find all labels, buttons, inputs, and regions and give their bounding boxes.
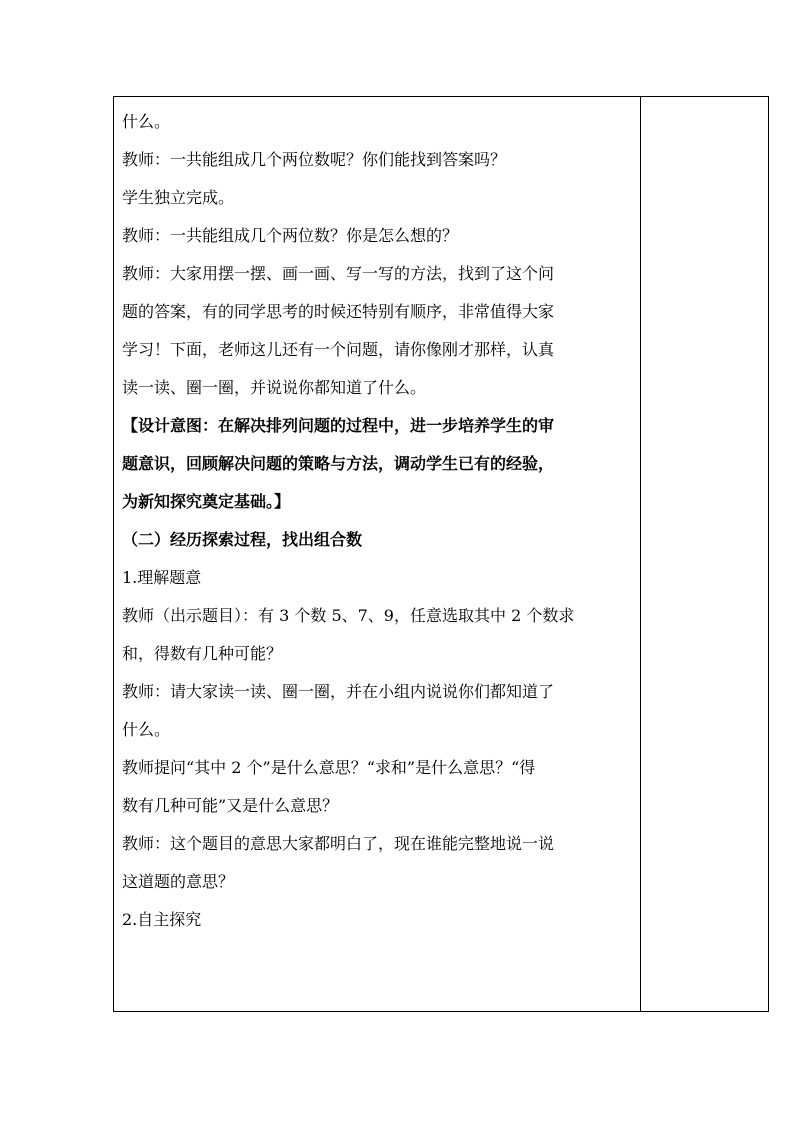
section-heading: （二）经历探索过程，找出组合数 — [122, 530, 363, 549]
lesson-content-cell — [122, 103, 636, 939]
text-line: 教师：请大家读一读、圈一圈，并在小组内说说你们都知道了 — [122, 682, 555, 701]
text-line: 数有几种可能”又是什么意思？ — [122, 796, 339, 815]
column-divider — [640, 97, 641, 1011]
text-line: 教师：一共能组成几个两位数呢？你们能找到答案吗？ — [122, 150, 507, 169]
design-intent-line: 【设计意图：在解决排列问题的过程中，进一步培养学生的审 — [122, 416, 555, 435]
text-line: 教师：一共能组成几个两位数？你是怎么想的？ — [122, 226, 459, 245]
text-line: 什么。 — [122, 112, 171, 131]
design-intent-line: 为新知探究奠定基础。】 — [122, 492, 291, 511]
text-line: 教师提问“其中 2 个”是什么意思？“求和”是什么意思？“得 — [122, 758, 536, 777]
subsection-heading: 1.理解题意 — [122, 568, 202, 587]
design-intent-line: 题意识，回顾解决问题的策略与方法，调动学生已有的经验， — [122, 454, 555, 473]
lesson-table — [113, 96, 769, 1012]
text-line: 题的答案，有的同学思考的时候还特别有顺序，非常值得大家 — [122, 302, 555, 321]
text-line: 学生独立完成。 — [122, 188, 235, 207]
text-line: 和，得数有几种可能？ — [122, 644, 283, 663]
text-line: 教师：大家用摆一摆、画一画、写一写的方法，找到了这个问 — [122, 264, 555, 283]
text-line: 学习！下面，老师这儿还有一个问题，请你像刚才那样，认真 — [122, 340, 555, 359]
text-line: 这道题的意思？ — [122, 872, 235, 891]
text-line: 什么。 — [122, 720, 171, 739]
text-line: 教师：这个题目的意思大家都明白了，现在谁能完整地说一说 — [122, 834, 555, 853]
text-line: 读一读、圈一圈，并说说你都知道了什么。 — [122, 378, 427, 397]
notes-cell — [642, 97, 768, 1011]
subsection-heading: 2.自主探究 — [122, 910, 202, 929]
text-line: 教师（出示题目）：有 3 个数 5、7、9，任意选取其中 2 个数求 — [122, 606, 575, 625]
